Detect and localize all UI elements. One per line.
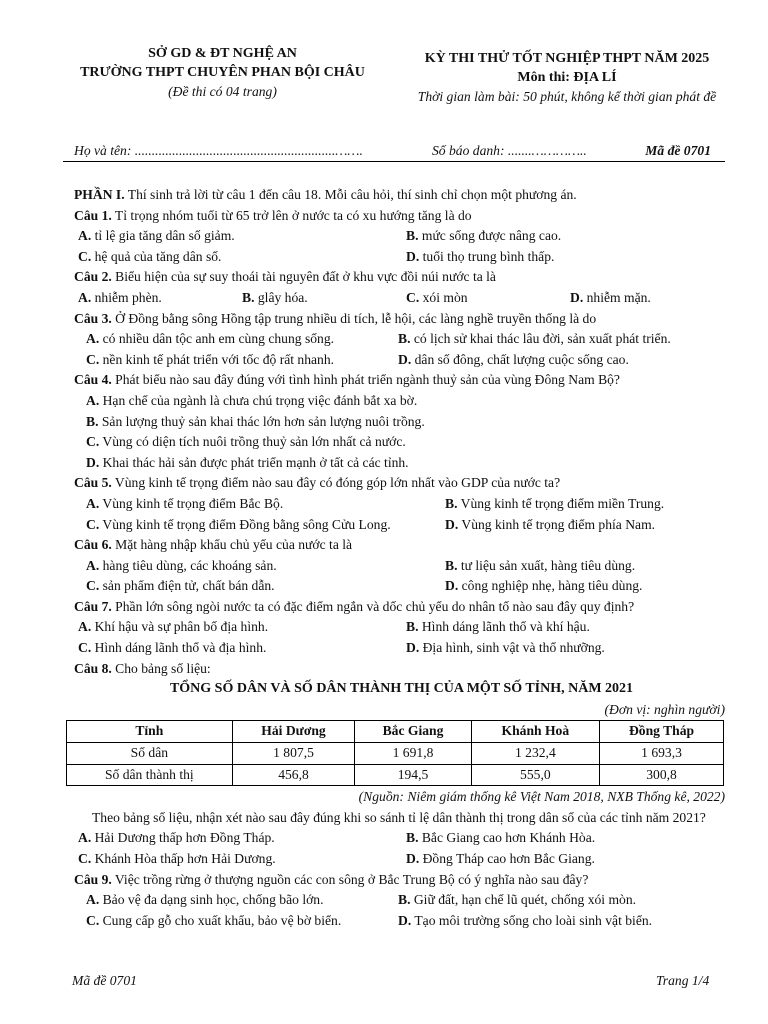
question-8 <box>74 659 729 680</box>
option-letter: A. <box>78 619 92 635</box>
page-count-note: (Đề thi có 04 trang) <box>168 84 277 99</box>
question-2 <box>74 267 729 288</box>
option-text: tư liệu sản xuất, hàng tiêu dùng. <box>457 557 636 573</box>
option-b <box>445 494 664 515</box>
school-header <box>55 44 390 101</box>
option-d <box>86 453 409 474</box>
table-cell: 1 232,4 <box>471 743 599 765</box>
option-text: nền kinh tế phát triển với tốc độ rất nhanh. <box>99 351 335 367</box>
option-text: tỉ lệ gia tăng dân số giảm. <box>91 228 235 244</box>
option-letter: D. <box>406 640 420 656</box>
page-number: Trang 1/4 <box>656 973 710 988</box>
options-row <box>74 432 729 453</box>
option-d <box>445 576 642 597</box>
options-row <box>74 329 729 350</box>
question-label: Câu 7. <box>74 598 112 614</box>
option-text: nhiễm phèn. <box>91 289 162 305</box>
option-text: Hình dáng lãnh thổ và địa hình. <box>91 640 267 656</box>
table-row <box>67 743 724 765</box>
option-text: nhiễm mặn. <box>583 289 651 305</box>
options-row <box>74 247 729 268</box>
question-label: Câu 5. <box>74 475 112 491</box>
table-row <box>67 764 724 786</box>
options-row <box>74 576 729 597</box>
options-row <box>74 288 729 309</box>
options-row <box>74 849 729 870</box>
option-letter: C. <box>86 351 100 367</box>
option-a <box>78 226 235 247</box>
exam-header <box>392 49 742 106</box>
option-letter: B. <box>398 892 411 908</box>
question-label: Câu 8. <box>74 660 112 676</box>
option-c <box>78 849 276 870</box>
option-text: Hình dáng lãnh thổ và khí hậu. <box>418 619 590 635</box>
option-b <box>445 556 635 577</box>
option-text: Bảo vệ đa dạng sinh học, chống bão lớn. <box>99 892 324 908</box>
table-cell: 194,5 <box>355 764 471 786</box>
data-table <box>66 720 724 786</box>
question-6 <box>74 535 729 556</box>
part-label: PHẦN I. <box>74 187 125 202</box>
table-cell: Số dân <box>67 743 233 765</box>
options-row <box>74 494 729 515</box>
question-stem: Theo bảng số liệu, nhận xét nào sau đây đúng khi so sánh tỉ lệ dân thành thị trong dân số của các tỉnh năm 2021? <box>92 809 706 825</box>
option-text: sản phẩm điện tử, chất bán dẫn. <box>99 578 275 594</box>
question-text: Việc trồng rừng ở thượng nguồn các con sông ở Bắc Trung Bộ có ý nghĩa nào sau đây? <box>111 871 589 887</box>
option-letter: C. <box>86 516 100 532</box>
option-text: Vùng kinh tế trọng điểm phía Nam. <box>458 516 656 532</box>
option-letter: A. <box>78 289 92 305</box>
option-letter: C. <box>78 640 92 656</box>
column-header: Bắc Giang <box>355 721 471 743</box>
part-text: Thí sinh trả lời từ câu 1 đến câu 18. Mỗi câu hỏi, thí sinh chỉ chọn một phương án. <box>124 187 577 202</box>
option-text: Vùng có diện tích nuôi trồng thuỷ sản lớn nhất cả nước. <box>99 434 406 450</box>
question-text: Tỉ trọng nhóm tuổi từ 65 trở lên ở nước ta có xu hướng tăng là do <box>111 207 472 223</box>
option-letter: B. <box>445 495 458 511</box>
table-cell: 1 691,8 <box>355 743 471 765</box>
option-a <box>78 288 162 309</box>
option-letter: A. <box>86 892 100 908</box>
options-row <box>74 890 729 911</box>
time-note: Thời gian làm bài: 50 phút, không kể thời gian phát đề <box>417 89 717 104</box>
question-4 <box>74 370 729 391</box>
option-text: Vùng kinh tế trọng điểm Đồng bằng sông Cửu Long. <box>99 516 391 532</box>
option-text: Cung cấp gỗ cho xuất khẩu, bảo vệ bờ biển. <box>99 912 342 928</box>
exam-content <box>74 185 729 931</box>
option-letter: A. <box>78 830 92 846</box>
exam-title: KỲ THI THỬ TỐT NGHIỆP THPT NĂM 2025 <box>424 51 710 66</box>
options-row <box>74 453 729 474</box>
option-text: Khai thác hải sản được phát triển mạnh ở tất cả các tỉnh. <box>99 454 409 470</box>
option-b <box>398 890 636 911</box>
option-c <box>406 288 468 309</box>
option-c <box>86 576 275 597</box>
option-b <box>406 617 590 638</box>
option-c <box>78 638 266 659</box>
option-letter: C. <box>78 851 92 866</box>
option-text: Khí hậu và sự phân bố địa hình. <box>91 619 269 635</box>
option-letter: B. <box>86 413 99 429</box>
option-letter: D. <box>86 454 100 470</box>
question-label: Câu 2. <box>74 269 112 285</box>
option-letter: B. <box>406 830 419 846</box>
option-letter: D. <box>406 851 420 866</box>
option-b <box>406 226 561 247</box>
option-c <box>86 350 334 371</box>
option-text: mức sống được nâng cao. <box>418 228 562 244</box>
name-field: Họ và tên: ...........................................................……. <box>74 143 363 158</box>
option-text: tuổi thọ trung bình thấp. <box>419 248 555 264</box>
column-header: Khánh Hoà <box>471 721 599 743</box>
option-text: xói mòn <box>419 289 468 305</box>
option-c <box>86 911 341 932</box>
option-c <box>78 247 221 268</box>
option-b <box>242 288 308 309</box>
question-text: Vùng kinh tế trọng điểm nào sau đây có đóng góp lớn nhất vào GDP của nước ta? <box>111 475 561 491</box>
option-letter: B. <box>406 619 419 635</box>
option-text: dân số đông, chất lượng cuộc sống cao. <box>411 351 629 367</box>
question-label: Câu 6. <box>74 537 112 553</box>
option-letter: C. <box>406 289 420 305</box>
question-3 <box>74 309 729 330</box>
exam-code: Mã đề 0701 <box>645 143 711 158</box>
option-letter: B. <box>242 289 255 305</box>
option-d <box>406 849 595 870</box>
option-letter: D. <box>445 516 459 532</box>
option-text: Tạo môi trường sống cho loài sinh vật biển. <box>411 912 653 928</box>
option-d <box>570 288 651 309</box>
option-letter: C. <box>86 912 100 928</box>
option-b <box>398 329 671 350</box>
option-a <box>86 556 277 577</box>
school-name: TRƯỜNG THPT CHUYÊN PHAN BỘI CHÂU <box>80 65 365 80</box>
option-a <box>86 494 283 515</box>
options-row <box>74 226 729 247</box>
question-1 <box>74 206 729 227</box>
option-text: Hải Dương thấp hơn Đồng Tháp. <box>91 830 275 846</box>
option-d <box>406 247 554 268</box>
question-text: Phát biểu nào sau đây đúng với tình hình phát triển ngành thuỷ sản của vùng Đông Nam Bộ? <box>111 372 620 388</box>
option-letter: D. <box>398 351 412 367</box>
option-letter: B. <box>398 331 411 347</box>
candidate-number-field: Số báo danh: .......………….. <box>432 143 587 158</box>
option-text: Đồng Tháp cao hơn Bắc Giang. <box>419 851 595 866</box>
options-row <box>74 617 729 638</box>
table-header-row <box>67 721 724 743</box>
question-label: Câu 4. <box>74 372 112 388</box>
question-text: Phần lớn sông ngòi nước ta có đặc điểm ngắn và dốc chủ yếu do nhân tố nào sau đây quy định? <box>111 598 635 614</box>
option-text: hệ quả của tăng dân số. <box>91 248 222 264</box>
table-unit: (Đơn vị: nghìn người) <box>604 701 725 717</box>
option-text: Bắc Giang cao hơn Khánh Hòa. <box>418 830 596 846</box>
option-letter: A. <box>86 495 100 511</box>
option-c <box>86 515 391 536</box>
option-letter: D. <box>406 248 420 264</box>
header-divider <box>63 161 725 162</box>
option-letter: A. <box>78 228 92 244</box>
option-letter: C. <box>86 434 100 450</box>
question-text: Ở Đồng bằng sông Hồng tập trung nhiều di tích, lễ hội, các làng nghề truyền thống là do <box>111 310 597 326</box>
question-label: Câu 9. <box>74 871 112 887</box>
option-text: có lịch sử khai thác lâu đời, sản xuất phát triển. <box>410 331 671 347</box>
option-text: Hạn chế của ngành là chưa chú trọng việc đánh bắt xa bờ. <box>99 392 418 408</box>
option-text: Địa hình, sinh vật và thổ nhưỡng. <box>419 640 605 656</box>
options-row <box>74 828 729 849</box>
options-row <box>74 412 729 433</box>
option-b <box>406 828 595 849</box>
option-letter: A. <box>86 331 100 347</box>
option-text: hàng tiêu dùng, các khoáng sản. <box>99 557 277 573</box>
option-letter: A. <box>86 392 100 408</box>
column-header: Tỉnh <box>67 721 233 743</box>
option-letter: C. <box>78 248 92 264</box>
option-letter: D. <box>445 578 459 594</box>
option-letter: D. <box>398 912 412 928</box>
options-row <box>74 391 729 412</box>
option-letter: C. <box>86 578 100 594</box>
table-cell: Số dân thành thị <box>67 764 233 786</box>
option-text: có nhiều dân tộc anh em cùng chung sống. <box>99 331 335 347</box>
option-d <box>398 911 652 932</box>
option-letter: B. <box>406 228 419 244</box>
question-text: Cho bảng số liệu: <box>111 660 211 676</box>
table-cell: 456,8 <box>232 764 355 786</box>
option-d <box>398 350 629 371</box>
question-7 <box>74 597 729 618</box>
question-5 <box>74 473 729 494</box>
option-text: Vùng kinh tế trọng điểm Bắc Bộ. <box>99 495 284 511</box>
option-text: glây hóa. <box>254 289 308 305</box>
option-text: công nghiệp nhẹ, hàng tiêu dùng. <box>458 578 643 594</box>
table-title: TỔNG SỐ DÂN VÀ SỐ DÂN THÀNH THỊ CỦA MỘT SỐ TỈNH, NĂM 2021 <box>169 681 634 697</box>
table-cell: 1 693,3 <box>600 743 724 765</box>
option-letter: A. <box>86 557 100 573</box>
option-a <box>78 617 268 638</box>
option-text: Vùng kinh tế trọng điểm miền Trung. <box>457 495 665 511</box>
option-a <box>78 828 275 849</box>
option-d <box>406 638 605 659</box>
table-source: (Nguồn: Niêm giám thống kê Việt Nam 2018, NXB Thống kê, 2022) <box>358 789 725 805</box>
option-letter: B. <box>445 557 458 573</box>
footer-exam-code: Mã đề 0701 <box>72 973 137 988</box>
options-row <box>74 638 729 659</box>
options-row <box>74 911 729 932</box>
question-label: Câu 3. <box>74 310 112 326</box>
option-a <box>86 391 417 412</box>
column-header: Hải Dương <box>232 721 355 743</box>
options-row <box>74 350 729 371</box>
option-a <box>86 890 323 911</box>
table-cell: 1 807,5 <box>232 743 355 765</box>
department-name: SỞ GD & ĐT NGHỆ AN <box>148 46 297 61</box>
option-c <box>86 432 406 453</box>
question-text: Mặt hàng nhập khẩu chủ yếu của nước ta là <box>111 537 353 553</box>
column-header: Đồng Tháp <box>600 721 724 743</box>
option-text: Khánh Hòa thấp hơn Hải Dương. <box>91 851 276 866</box>
options-row <box>74 515 729 536</box>
candidate-info <box>74 143 724 163</box>
option-b <box>86 412 425 433</box>
option-a <box>86 329 334 350</box>
option-letter: D. <box>570 289 584 305</box>
question-9 <box>74 870 729 891</box>
options-row <box>74 556 729 577</box>
subject: Môn thi: ĐỊA LÍ <box>517 70 617 85</box>
part-instruction <box>74 185 729 206</box>
question-text: Biểu hiện của sự suy thoái tài nguyên đất ở khu vực đồi núi nước ta là <box>111 269 496 285</box>
table-cell: 555,0 <box>471 764 599 786</box>
option-d <box>445 515 655 536</box>
table-cell: 300,8 <box>600 764 724 786</box>
option-text: Sản lượng thuỷ sản khai thác lớn hơn sản lượng nuôi trồng. <box>98 413 425 429</box>
question-label: Câu 1. <box>74 207 112 223</box>
option-text: Giữ đất, hạn chế lũ quét, chống xói mòn. <box>410 892 637 908</box>
